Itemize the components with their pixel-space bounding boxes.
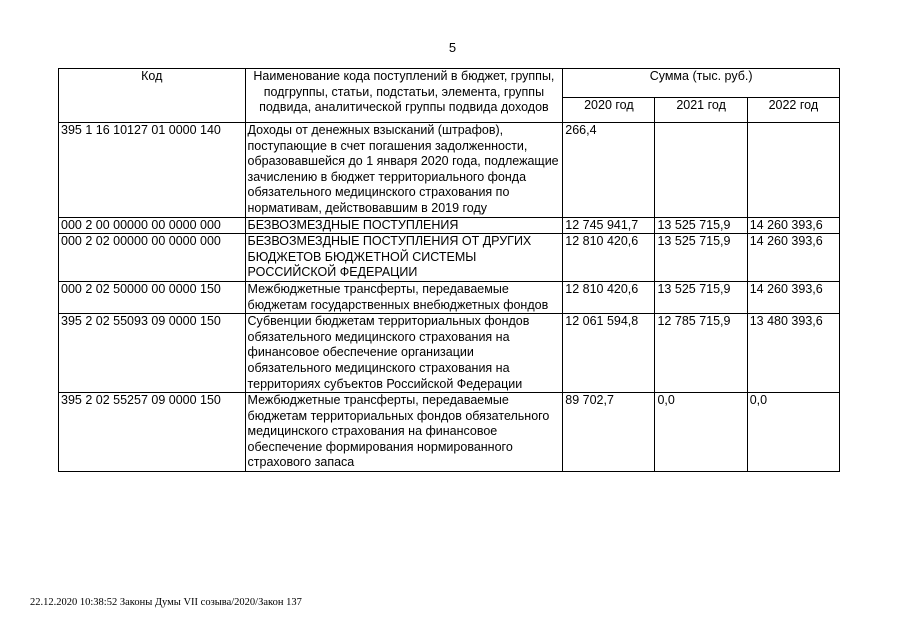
row-code: 000 2 02 50000 00 0000 150: [59, 281, 246, 313]
row-value-2021: 12 785 715,9: [655, 314, 747, 393]
row-name: Субвенции бюджетам территориальных фондов обязательного медицинского страхования на финансовое обеспечение организации обязательного медицинского страхования на территориях субъектов Российской Федерации: [245, 314, 563, 393]
header-sum: Сумма (тыс. руб.): [563, 69, 840, 98]
row-code: 395 2 02 55093 09 0000 150: [59, 314, 246, 393]
row-value-2020: 12 810 420,6: [563, 281, 655, 313]
row-value-2021: 0,0: [655, 393, 747, 472]
header-year-2022: 2022 год: [747, 98, 839, 123]
row-value-2020: 12 745 941,7: [563, 217, 655, 234]
table-row: [59, 234, 840, 282]
row-value-2022: 0,0: [747, 393, 839, 472]
row-name: БЕЗВОЗМЕЗДНЫЕ ПОСТУПЛЕНИЯ ОТ ДРУГИХ БЮДЖЕТОВ БЮДЖЕТНОЙ СИСТЕМЫ РОССИЙСКОЙ ФЕДЕРАЦИИ: [245, 234, 563, 282]
header-name: Наименование кода поступлений в бюджет, группы, подгруппы, статьи, подстатьи, элемента, группы подвида, аналитической группы подвида доходов: [245, 69, 563, 123]
row-name: Доходы от денежных взысканий (штрафов), поступающие в счет погашения задолженности, образовавшейся до 1 января 2020 года, подлежащие зачислению в бюджет территориального фонда обязательного медицинского страхования по нормативам, действовавшим в 2019 году: [245, 123, 563, 218]
row-name: БЕЗВОЗМЕЗДНЫЕ ПОСТУПЛЕНИЯ: [245, 217, 563, 234]
header-year-2021: 2021 год: [655, 98, 747, 123]
table-row: [59, 217, 840, 234]
revenue-table: [58, 68, 840, 472]
row-value-2021: [655, 123, 747, 218]
table-row: [59, 314, 840, 393]
row-value-2022: [747, 123, 839, 218]
row-value-2022: 14 260 393,6: [747, 281, 839, 313]
header-year-2020: 2020 год: [563, 98, 655, 123]
row-value-2020: 266,4: [563, 123, 655, 218]
row-value-2022: 14 260 393,6: [747, 217, 839, 234]
row-value-2022: 13 480 393,6: [747, 314, 839, 393]
table-row: [59, 393, 840, 472]
row-value-2020: 12 810 420,6: [563, 234, 655, 282]
document-footer: 22.12.2020 10:38:52 Законы Думы VII созыва/2020/Закон 137: [30, 597, 302, 608]
row-value-2020: 89 702,7: [563, 393, 655, 472]
table-row: [59, 281, 840, 313]
row-code: 395 2 02 55257 09 0000 150: [59, 393, 246, 472]
row-value-2021: 13 525 715,9: [655, 217, 747, 234]
row-value-2020: 12 061 594,8: [563, 314, 655, 393]
row-name: Межбюджетные трансферты, передаваемые бюджетам территориальных фондов обязательного медицинского страхования на финансовое обеспечение формирования нормированного страхового запаса: [245, 393, 563, 472]
page-number: 5: [448, 40, 457, 55]
row-code: 000 2 02 00000 00 0000 000: [59, 234, 246, 282]
row-value-2022: 14 260 393,6: [747, 234, 839, 282]
row-code: 395 1 16 10127 01 0000 140: [59, 123, 246, 218]
row-code: 000 2 00 00000 00 0000 000: [59, 217, 246, 234]
row-value-2021: 13 525 715,9: [655, 281, 747, 313]
row-value-2021: 13 525 715,9: [655, 234, 747, 282]
row-name: Межбюджетные трансферты, передаваемые бюджетам государственных внебюджетных фондов: [245, 281, 563, 313]
table-row: [59, 123, 840, 218]
header-code: Код: [59, 69, 246, 123]
